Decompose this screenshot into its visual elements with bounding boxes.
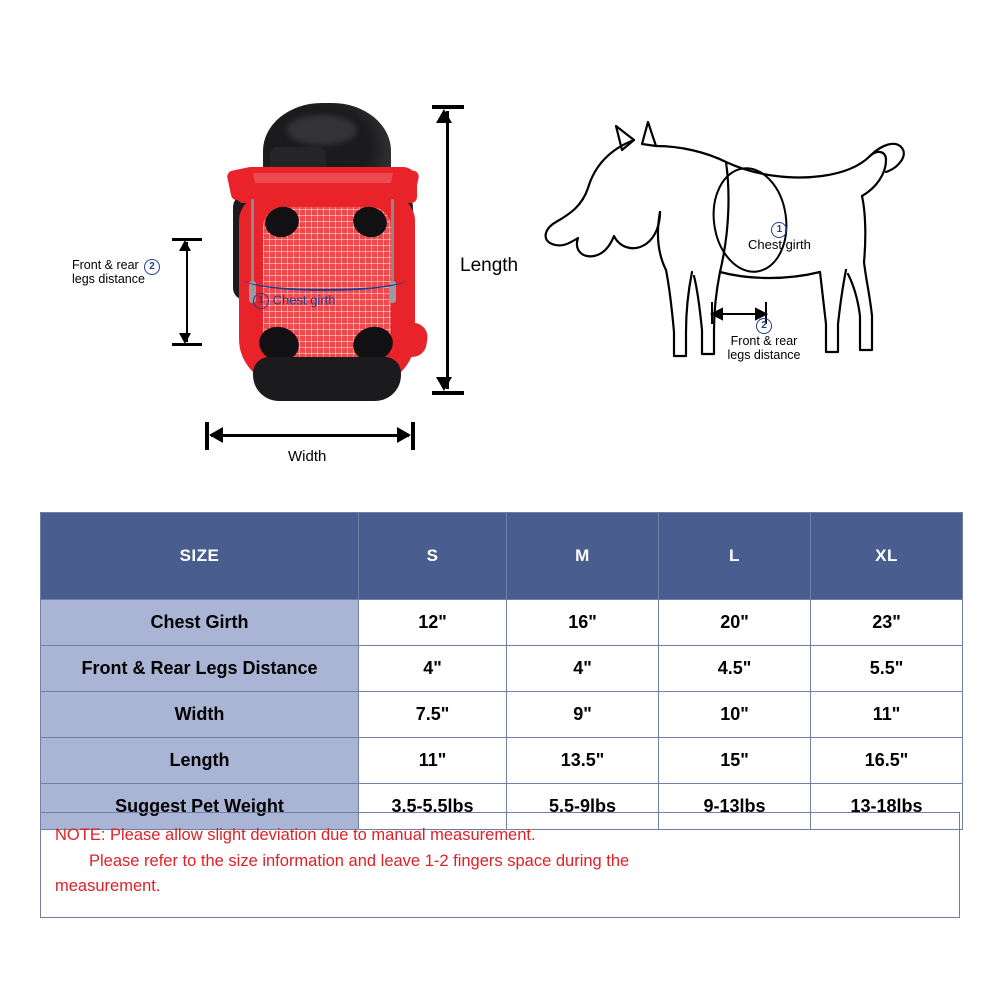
width-dimension-label: Width xyxy=(288,448,327,465)
cell-legs-distance-l: 4.5" xyxy=(659,646,811,692)
header-m: M xyxy=(507,513,659,600)
row-label-width: Width xyxy=(41,692,359,738)
cell-chest-girth-xl: 23" xyxy=(811,600,963,646)
header-s: S xyxy=(359,513,507,600)
cell-chest-girth-s: 12" xyxy=(359,600,507,646)
cell-weight-m: 5.5-9lbs xyxy=(507,784,659,830)
carrier-bottom xyxy=(253,357,401,401)
cell-legs-distance-m: 4" xyxy=(507,646,659,692)
chest-girth-label-product xyxy=(253,293,336,309)
carrier-graphic xyxy=(225,95,420,395)
table-row xyxy=(41,692,963,738)
legs-distance-text-dog-line2: legs distance xyxy=(727,348,801,363)
legs-distance-label-line1: Front & rear xyxy=(72,258,139,272)
cell-weight-l: 9-13lbs xyxy=(659,784,811,830)
size-chart-header xyxy=(41,513,963,600)
cell-width-m: 9" xyxy=(507,692,659,738)
table-row xyxy=(41,646,963,692)
cell-legs-distance-s: 4" xyxy=(359,646,507,692)
note-line-2-wrap xyxy=(55,849,945,875)
row-label-suggest-pet-weight: Suggest Pet Weight xyxy=(41,784,359,830)
note-line-1: NOTE: Please allow slight deviation due to manual measurement. xyxy=(55,826,536,844)
cell-weight-xl: 13-18lbs xyxy=(811,784,963,830)
cell-length-m: 13.5" xyxy=(507,738,659,784)
cell-chest-girth-m: 16" xyxy=(507,600,659,646)
dog-diagram xyxy=(530,110,950,410)
table-row xyxy=(41,600,963,646)
header-xl: XL xyxy=(811,513,963,600)
cell-width-l: 10" xyxy=(659,692,811,738)
size-chart-body xyxy=(41,600,963,830)
header-l: L xyxy=(659,513,811,600)
cell-width-s: 7.5" xyxy=(359,692,507,738)
table-row xyxy=(41,738,963,784)
carrier-tail-flap xyxy=(399,321,429,358)
cell-length-s: 11" xyxy=(359,738,507,784)
chest-girth-label-dog xyxy=(748,222,811,253)
note-line-3: measurement. xyxy=(55,877,161,896)
cell-chest-girth-l: 20" xyxy=(659,600,811,646)
dog-outline-svg xyxy=(530,110,950,410)
row-label-length: Length xyxy=(41,738,359,784)
cell-weight-s: 3.5-5.5lbs xyxy=(359,784,507,830)
legs-distance-label-line2: legs distance xyxy=(72,272,145,287)
row-label-chest-girth: Chest Girth xyxy=(41,600,359,646)
cell-width-xl: 11" xyxy=(811,692,963,738)
badge-2-icon: 2 xyxy=(144,259,160,275)
note-box xyxy=(40,812,960,918)
size-chart-table-wrapper xyxy=(40,512,962,830)
badge-2-icon-dog: 2 xyxy=(756,318,772,334)
legs-distance-label-product xyxy=(72,258,172,287)
cell-legs-distance-xl: 5.5" xyxy=(811,646,963,692)
row-label-legs-distance: Front & Rear Legs Distance xyxy=(41,646,359,692)
table-header-row xyxy=(41,513,963,600)
legs-distance-dimension-arrow xyxy=(170,238,204,346)
chest-girth-text-dog: Chest girth xyxy=(748,237,811,252)
size-chart-table xyxy=(40,512,963,830)
length-dimension-arrow xyxy=(430,105,470,395)
badge-1-icon: 1 xyxy=(253,293,269,309)
note-line-2: Please refer to the size information and leave 1-2 fingers space during the xyxy=(89,851,630,870)
badge-1-icon-dog: 1 xyxy=(771,222,787,238)
cell-length-xl: 16.5" xyxy=(811,738,963,784)
legs-distance-text-dog-line1: Front & rear xyxy=(730,334,798,348)
carrier-chest-girth-line xyxy=(243,267,407,291)
header-size: SIZE xyxy=(41,513,359,600)
legs-distance-label-dog xyxy=(704,318,824,363)
chest-girth-text-product: Chest girth xyxy=(272,292,336,308)
carrier-top-highlight xyxy=(287,115,357,145)
length-dimension-label: Length xyxy=(460,255,519,276)
product-image xyxy=(190,95,450,415)
cell-length-l: 15" xyxy=(659,738,811,784)
